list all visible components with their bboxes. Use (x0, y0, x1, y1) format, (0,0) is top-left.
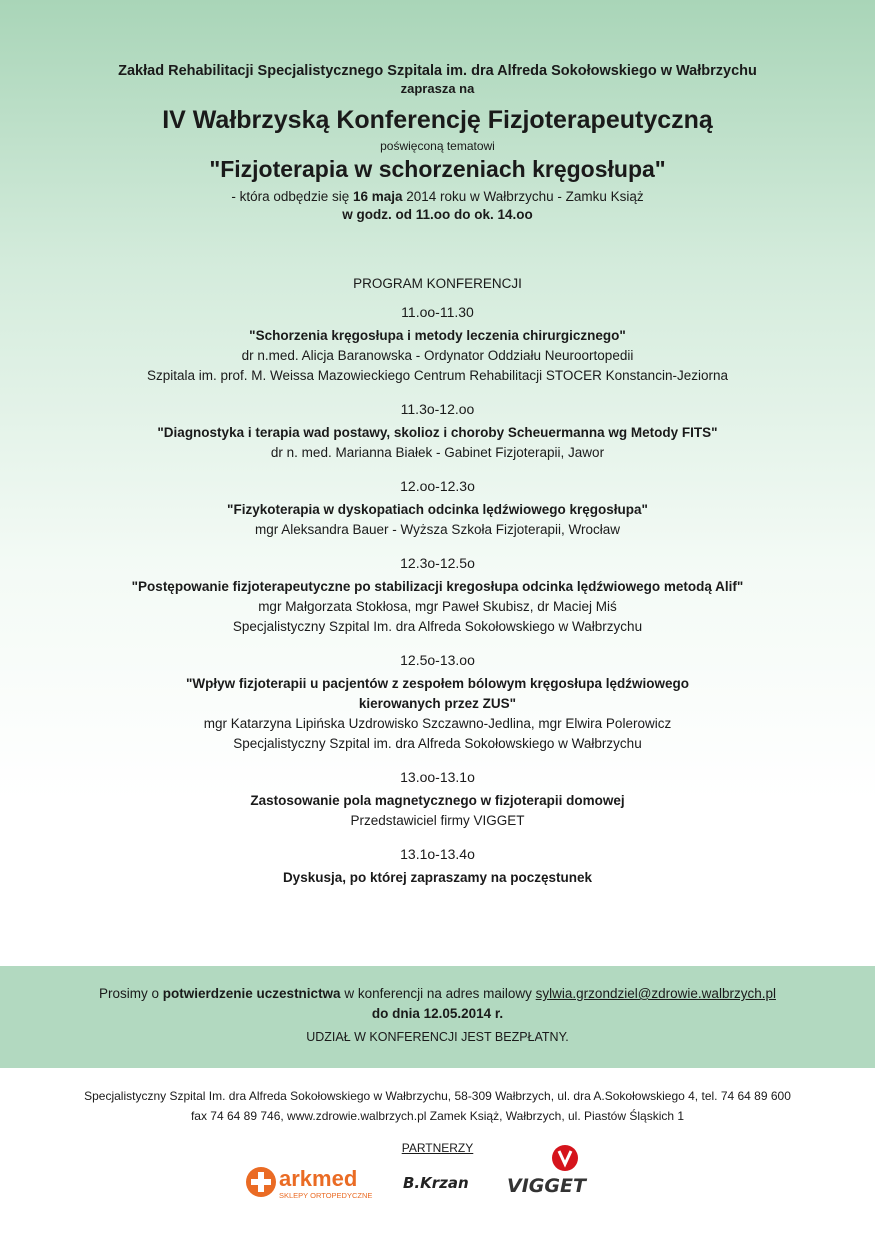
program (0, 275, 875, 902)
footer-address: Specjalistyczny Szpital Im. dra Alfreda Sokołowskiego w Wałbrzychu, 58-309 Wałbrzych, ul. dra A.Sokołowskiego 4, tel. 74 64 89 600 (84, 1089, 791, 1103)
slot-title: Zastosowanie pola magnetycznego w fizjoterapii domowej (250, 793, 625, 808)
conference-topic: "Fizjoterapia w schorzeniach kręgosłupa" (209, 156, 666, 182)
arkmed-logo (244, 1162, 384, 1202)
program-title: PROGRAM KONFERENCJI (353, 276, 522, 291)
date-value: 16 maja (352, 189, 403, 204)
program-slot (0, 303, 875, 386)
slot-speaker-line: Szpitala im. prof. M. Weissa Mazowieckiego Centrum Rehabilitacji STOCER Konstancin-Jeziorna (147, 368, 728, 383)
confirmation-prefix: Prosimy o (99, 986, 163, 1001)
slot-time: 12.5o-13.oo (400, 652, 475, 668)
slot-speaker-line: mgr Katarzyna Lipińska Uzdrowisko Szczawno-Jedlina, mgr Elwira Polerowicz (203, 716, 672, 731)
slot-title: "Schorzenia kręgosłupa i metody leczenia chirurgicznego" (249, 328, 626, 343)
email-link[interactable]: sylwia.grzondziel@zdrowie.walbrzych.pl (535, 986, 776, 1001)
deadline: do dnia 12.05.2014 r. (371, 1006, 504, 1021)
program-slot (0, 651, 875, 754)
slot-title: "Diagnostyka i terapia wad postawy, skolioz i choroby Scheuermanna wg Metody FITS" (157, 425, 718, 440)
program-slot (0, 554, 875, 637)
partners-label: PARTNERZY (401, 1141, 474, 1155)
slot-speaker-line: dr n. med. Marianna Białek - Gabinet Fizjoterapii, Jawor (270, 445, 605, 460)
vigget-logo (503, 1142, 628, 1198)
slot-time: 11.oo-11.30 (401, 304, 474, 320)
dedicated-to: poświęconą tematowi (380, 139, 495, 153)
organizer: Zakład Rehabilitacji Specjalistycznego Szpitala im. dra Alfreda Sokołowskiego w Wałbrzychu (118, 63, 757, 79)
confirmation-band (0, 966, 875, 1068)
krzan-logo: B.Krzan (403, 1174, 469, 1192)
program-slot (0, 845, 875, 888)
program-slot (0, 400, 875, 463)
date-place-prefix: - która odbędzie się (231, 189, 353, 204)
confirmation-bold: potwierdzenie uczestnictwa (162, 986, 341, 1001)
free-note: UDZIAŁ W KONFERENCJI JEST BEZPŁATNY. (306, 1030, 569, 1044)
slot-title: Dyskusja, po której zapraszamy na poczęstunek (282, 870, 593, 885)
confirmation-line (0, 984, 875, 1004)
slot-title: kierowanych przez ZUS" (358, 696, 517, 711)
footer-contact: fax 74 64 89 746, www.zdrowie.walbrzych.pl Zamek Książ, Wałbrzych, ul. Piastów Śląskich 1 (190, 1109, 685, 1123)
date-place (0, 188, 875, 206)
slot-time: 13.oo-13.1o (400, 769, 475, 785)
slot-title: "Wpływ fizjoterapii u pacjentów z zespołem bólowym kręgosłupa lędźwiowego (186, 676, 689, 691)
slot-speaker-line: Przedstawiciel firmy VIGGET (350, 813, 525, 828)
partner-logos (0, 1142, 875, 1212)
slot-speaker-line: mgr Małgorzata Stokłosa, mgr Paweł Skubisz, dr Maciej Miś (258, 599, 617, 614)
slot-speaker-line: dr n.med. Alicja Baranowska - Ordynator Oddziału Neuroortopedii (241, 348, 634, 363)
program-slot (0, 768, 875, 831)
confirmation-middle: w konferencji na adres mailowy (340, 986, 536, 1001)
vigget-name: VIGGET (507, 1175, 586, 1197)
slot-speaker-line: mgr Aleksandra Bauer - Wyższa Szkoła Fizjoterapii, Wrocław (254, 522, 620, 537)
header (0, 62, 875, 224)
hours: w godz. od 11.oo do ok. 14.oo (342, 207, 533, 222)
arkmed-name: arkmed (279, 1166, 358, 1191)
slot-time: 13.1o-13.4o (400, 846, 475, 862)
slot-title: "Fizykoterapia w dyskopatiach odcinka lędźwiowego kręgosłupa" (227, 502, 648, 517)
slot-speaker-line: Specjalistyczny Szpital Im. dra Alfreda Sokołowskiego w Wałbrzychu (232, 619, 643, 634)
slot-speaker-line: Specjalistyczny Szpital im. dra Alfreda Sokołowskiego w Wałbrzychu (233, 736, 642, 751)
program-slots (0, 303, 875, 888)
conference-name: IV Wałbrzyską Konferencję Fizjoterapeutyczną (162, 106, 713, 134)
arkmed-subtitle: SKLEPY ORTOPEDYCZNE (279, 1191, 373, 1200)
invites-text: zaprasza na (400, 81, 475, 96)
program-slot (0, 477, 875, 540)
slot-time: 12.oo-12.3o (400, 478, 475, 494)
slot-title: "Postępowanie fizjoterapeutyczne po stabilizacji kregosłupa odcinka lędźwiowego metodą Alif" (131, 579, 744, 594)
slot-time: 12.3o-12.5o (400, 555, 475, 571)
date-place-suffix: 2014 roku w Wałbrzychu - Zamku Książ (402, 189, 644, 204)
slot-time: 11.3o-12.oo (400, 401, 475, 417)
